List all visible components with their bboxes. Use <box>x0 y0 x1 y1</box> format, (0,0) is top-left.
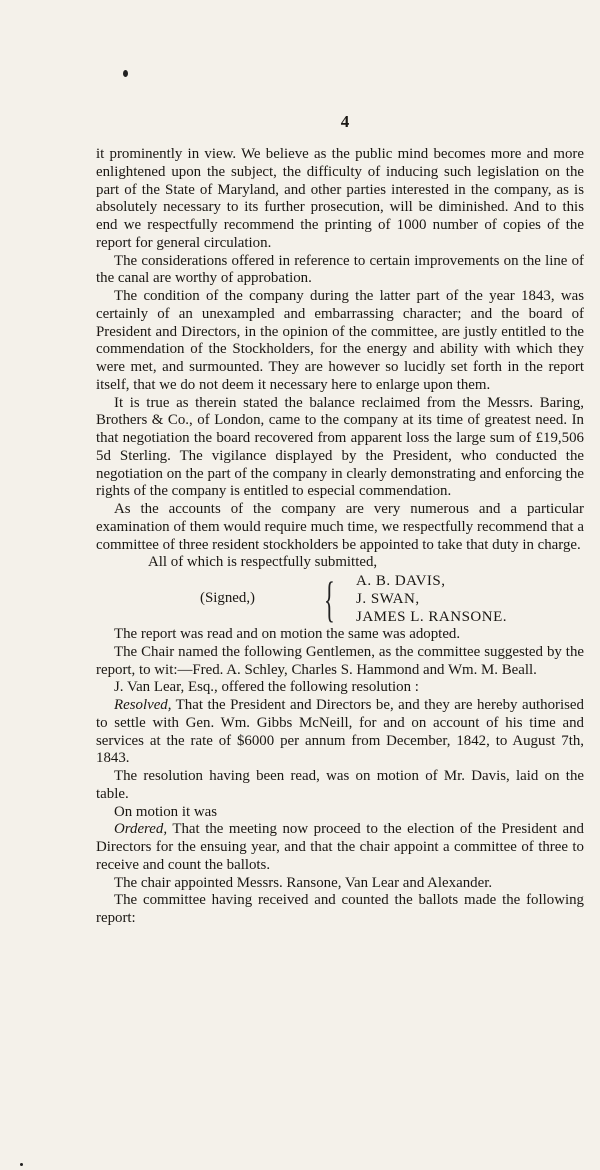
paragraph: As the accounts of the company are very numerous and a particular examination of them would require much time, we respectfully recommend that a committee of three resident stockholders be appointed to take that duty in charge. <box>96 501 584 553</box>
signatory-name: J. SWAN, <box>356 591 420 607</box>
ink-speck <box>123 70 128 77</box>
signed-label: (Signed,) <box>200 590 256 606</box>
signatory-name: A. B. DAVIS, <box>356 573 446 589</box>
paragraph: The resolution having been read, was on motion of Mr. Davis, laid on the table. <box>96 768 584 802</box>
paragraph: The Chair named the following Gentlemen, as the committee suggested by the report, to wit:—Fred. A. Schley, Charles S. Hammond and Wm. M. Beall. <box>96 643 584 678</box>
body-text <box>96 146 584 928</box>
paragraph: The condition of the company during the latter part of the year 1843, was certainly of an unexampled and embarrassing character; and the board of President and Directors, in the opinion of the committee, are justly entitled to the commendation of the Stockholders, for the energy and ability with which they were met, and surmounted. They are however so lucidly set forth in the report itself, that we do not deem it necessary here to enlarge upon them. <box>96 288 584 393</box>
paragraph: It is true as therein stated the balance reclaimed from the Messrs. Baring, Brothers & Co., of London, came to the company at its time of greatest need. In that negotiation the board recovered from apparent loss the large sum of £19,506 5d Sterling. The vigilance displayed by the President, who conducted the negotiation on the part of the company in clearly demonstrating and enforcing the rights of the company is entitled to especial commendation. <box>96 394 584 500</box>
ink-speck <box>20 1163 23 1166</box>
signatory-name: JAMES L. RANSONE. <box>356 609 508 625</box>
signature-block <box>96 572 584 626</box>
page-number: 4 <box>340 112 350 131</box>
paragraph: The report was read and on motion the same was adopted. <box>114 626 461 642</box>
order-text: That the meeting now proceed to the election of the President and Directors for the ensuing year, and that the chair appoint a committee of three to receive and count the ballots. <box>96 821 584 873</box>
paragraph: All of which is respectfully submitted, <box>148 554 378 571</box>
order-paragraph <box>96 821 584 874</box>
ordered-lead: Ordered, <box>114 821 168 838</box>
paragraph: J. Van Lear, Esq., offered the following resolution : <box>114 679 419 696</box>
paragraph: The committee having received and counted the ballots made the following report: <box>96 892 584 926</box>
paragraph: it prominently in view. We believe as the public mind becomes more and more enlightened upon the subject, the difficulty of inducing such legislation on the part of the State of Maryland, and other parties interested in the company, as is absolutely necessary to its further prosecution, will be diminished. And to this end we respectfully recommend the printing of 1000 number of copies of the report for general circulation. <box>96 146 584 251</box>
signatory-names <box>356 572 507 626</box>
paragraph: On motion it was <box>114 803 217 820</box>
paragraph: The considerations offered in reference to certain improvements on the line of the canal are worthy of approbation. <box>96 252 584 287</box>
resolved-lead: Resolved, <box>114 697 172 713</box>
paragraph: The chair appointed Messrs. Ransone, Van Lear and Alexander. <box>114 874 493 891</box>
brace-glyph: { <box>324 571 335 627</box>
resolution-paragraph <box>96 697 584 768</box>
resolution-text: That the President and Directors be, and they are hereby authorised to settle with Gen. Wm. Gibbs McNeill, for and on account of his time and services at the rate of $6000 per annum from December, 1842, to August 7th, 1843. <box>96 697 584 767</box>
